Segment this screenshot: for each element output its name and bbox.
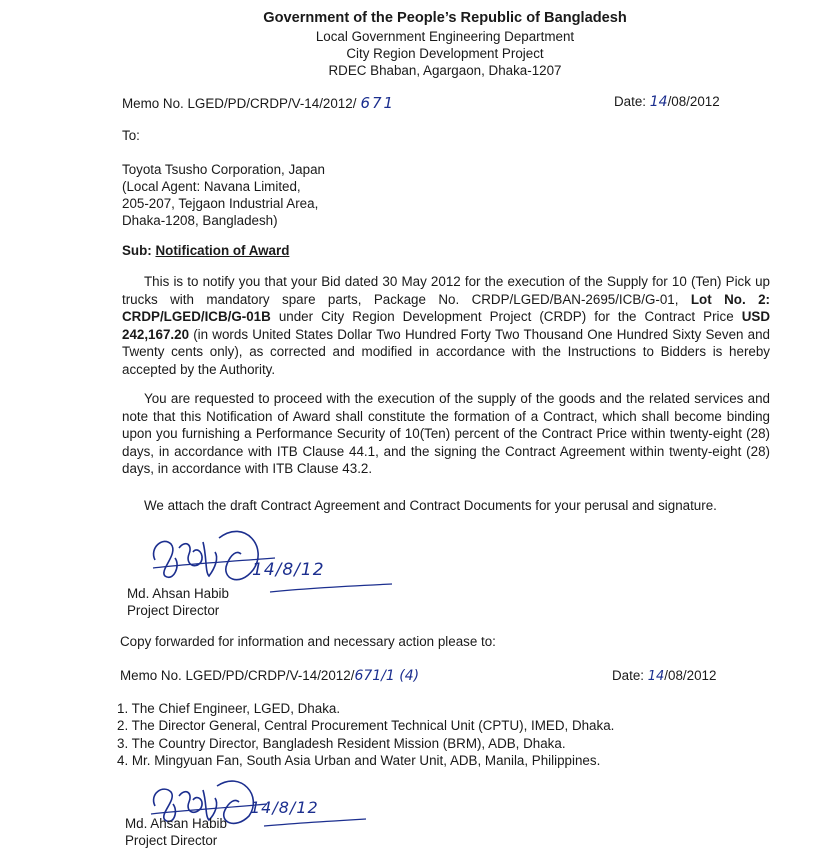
memo-number (122, 94, 395, 112)
subject-label: Sub: (122, 243, 156, 258)
address-line: Dhaka-1208, Bangladesh) (122, 213, 278, 228)
letterhead-project: City Region Development Project (346, 46, 544, 61)
list-item: 3. The Country Director, Bangladesh Resident Mission (BRM), ADB, Dhaka. (117, 735, 566, 751)
copy-memo-date (612, 668, 716, 684)
signatory-2 (125, 815, 227, 849)
copy-memo-label: Memo No. LGED/PD/CRDP/V-14/2012/ (120, 668, 355, 683)
copy-memo-handwritten: 671/1 (4) (354, 668, 420, 684)
p2-text: You are requested to proceed with the execution of the supply of the goods and the related services and note that this Notification of Award shall constitute the formation of a Contract, which shall become binding upon you furnishing a Performance Security of 10(Ten) percent of the Contract Price within twenty-eight (28) days, in accordance with ITB Clause 44.1, and the signing the Contract Agreement within twenty-eight (28) days, in accordance with ITB Clause 43.2. (122, 391, 770, 476)
letterhead-title: Government of the People’s Republic of Bangladesh (263, 10, 627, 26)
p1-text: under City Region Development Project (CRDP) for the Contract Price (270, 309, 742, 324)
copy-memo-number (120, 668, 419, 684)
copy-date-handwritten: 14 (647, 669, 665, 684)
copy-recipients-list (117, 700, 614, 770)
memo-date-label: Date: (614, 94, 650, 109)
copy-date-label: Date: (612, 668, 648, 683)
body-paragraph-1 (122, 273, 770, 378)
subject-line (122, 243, 289, 258)
signatory-name: Md. Ahsan Habib (125, 816, 227, 831)
signature-underline (268, 578, 398, 598)
list-item: 2. The Director General, Central Procurement Technical Unit (CPTU), IMED, Dhaka. (117, 718, 615, 734)
signature-date-handwritten: 14/8/12 (252, 560, 325, 580)
contract-price: USD 242,167.20 (122, 309, 770, 342)
subject-text: Notification of Award (155, 243, 290, 258)
body-paragraph-3 (122, 497, 770, 515)
recipient-address (122, 161, 325, 229)
memo-handwritten-number: 671 (360, 94, 396, 112)
lot-number: Lot No. 2: CRDP/LGED/ICB/G-01B (122, 291, 770, 324)
memo-label: Memo No. LGED/PD/CRDP/V-14/2012/ (122, 96, 357, 111)
copy-forwarded-intro: Copy forwarded for information and necessary action please to: (120, 634, 496, 649)
letterhead-address: RDEC Bhaban, Agargaon, Dhaka-1207 (328, 63, 562, 78)
signatory-title: Project Director (127, 603, 220, 618)
signatory-name: Md. Ahsan Habib (127, 586, 229, 601)
to-label: To: (122, 128, 140, 143)
signature-underline (262, 814, 372, 834)
memo-date (614, 94, 720, 110)
signature-date-handwritten: 14/8/12 (250, 798, 319, 817)
memo-date-handwritten: 14 (649, 94, 668, 110)
address-line: 205-207, Tejgaon Industrial Area, (122, 196, 319, 211)
address-line: (Local Agent: Navana Limited, (122, 179, 301, 194)
list-item: 4. Mr. Mingyuan Fan, South Asia Urban and Water Unit, ADB, Manila, Philippines. (117, 753, 601, 769)
p1-text: (in words United States Dollar Two Hundred Forty Two Thousand One Hundred Sixty Seven and Twenty cents only), as corrected and modified in accordance with the Instructions to Bidders is hereby accepted by the Authority. (122, 326, 770, 377)
signatory-1 (127, 585, 229, 619)
p1-text: This is to notify you that your Bid dated 30 May 2012 for the execution of the Supply for 10 (Ten) Pick up trucks with mandatory spare parts, Package No. CRDP/LGED/BAN-2695/ICB/G-01, (122, 274, 770, 307)
p3-text: We attach the draft Contract Agreement and Contract Documents for your perusal and signature. (144, 498, 717, 513)
letterhead-department: Local Government Engineering Department (315, 29, 575, 44)
list-item: 1. The Chief Engineer, LGED, Dhaka. (117, 701, 341, 716)
memo-date-rest: /08/2012 (667, 94, 720, 109)
body-paragraph-2 (122, 390, 770, 478)
address-line: Toyota Tsusho Corporation, Japan (122, 162, 325, 177)
copy-date-rest: /08/2012 (664, 668, 717, 683)
signatory-title: Project Director (125, 833, 218, 848)
